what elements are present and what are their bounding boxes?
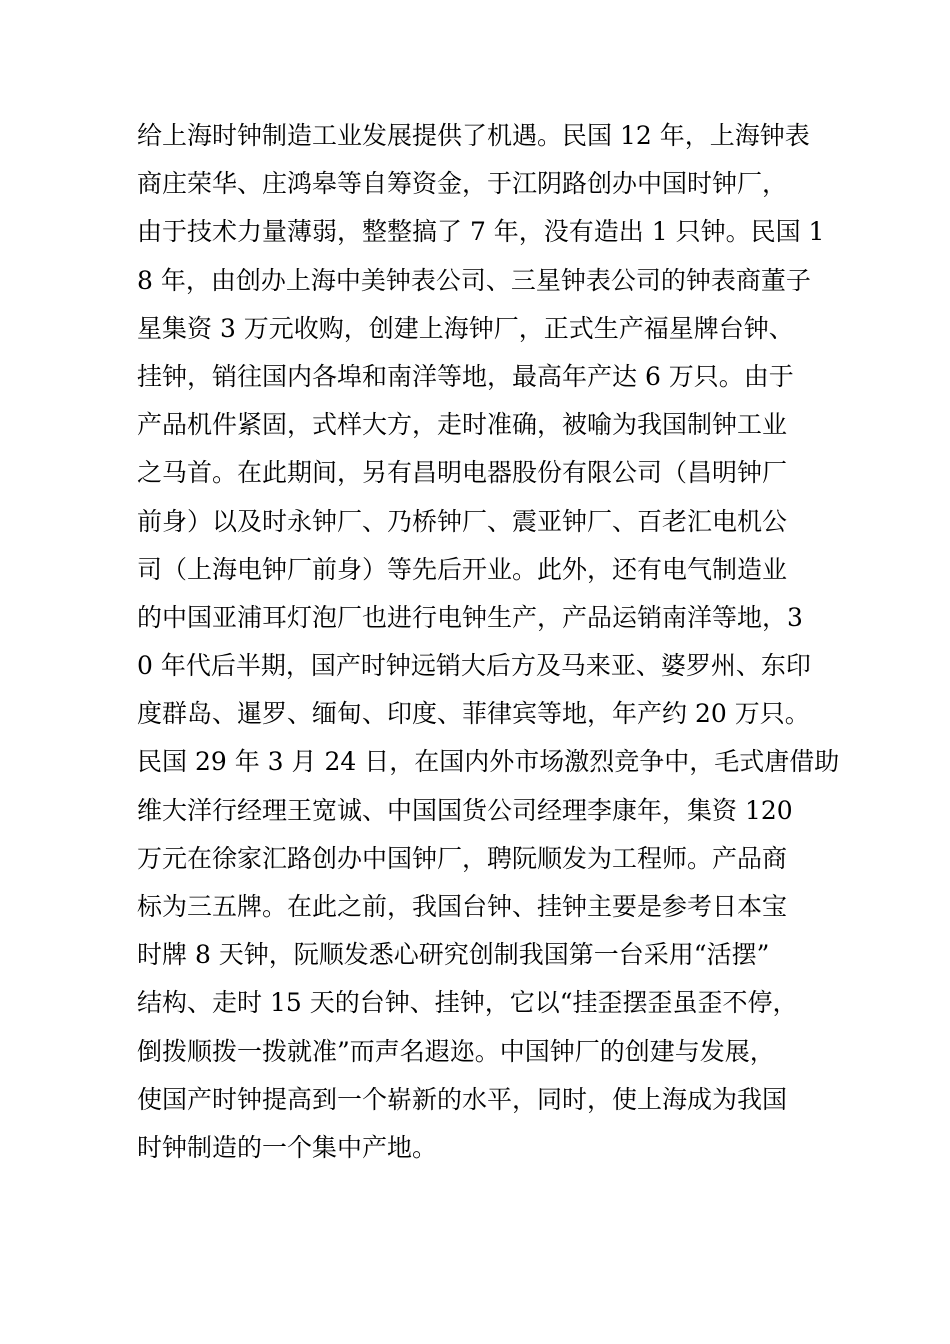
text-line: 度群岛、暹罗、缅甸、印度、菲律宾等地，年产约 20 万只。 bbox=[137, 699, 810, 729]
body-text bbox=[137, 112, 840, 1172]
text-line: 结构、走时 15 天的台钟、挂钟，它以“挂歪摆歪虽歪不停， bbox=[137, 988, 798, 1018]
text-line: 的中国亚浦耳灯泡厂也进行电钟生产，产品运销南洋等地，3 bbox=[137, 602, 803, 632]
text-line: 挂钟，销往国内各埠和南洋等地，最高年产达 6 万只。由于 bbox=[137, 361, 794, 391]
text-line: 司（上海电钟厂前身）等先后开业。此外，还有电气制造业 bbox=[137, 554, 788, 584]
text-line: 维大洋行经理王宽诚、中国国货公司经理李康年，集资 120 bbox=[137, 795, 793, 825]
text-line: 商庄荣华、庄鸿皋等自筹资金，于江阴路创办中国时钟厂， bbox=[137, 169, 788, 199]
text-line: 产品机件紧固，式样大方，走时准确，被喻为我国制钟工业 bbox=[137, 410, 788, 440]
text-line: 给上海时钟制造工业发展提供了机遇。民国 12 年，上海钟表 bbox=[137, 121, 810, 150]
text-line: 时牌 8 天钟，阮顺发悉心研究创制我国第一台采用“活摆” bbox=[137, 940, 770, 970]
text-line: 前身）以及时永钟厂、乃桥钟厂、震亚钟厂、百老汇电机公 bbox=[137, 506, 788, 536]
text-line: 民国 29 年 3 月 24 日，在国内外市场激烈竞争中，毛式唐借助 bbox=[137, 747, 840, 777]
text-line: 标为三五牌。在此之前，我国台钟、挂钟主要是参考日本宝 bbox=[137, 892, 788, 921]
text-line: 倒拨顺拨一拨就准”而声名遐迩。中国钟厂的创建与发展， bbox=[137, 1036, 775, 1066]
text-line: 0 年代后半期，国产时钟远销大后方及马来亚、婆罗州、东印 bbox=[137, 651, 811, 681]
text-line: 之马首。在此期间，另有昌明电器股份有限公司（昌明钟厂 bbox=[137, 458, 788, 488]
text-line: 时钟制造的一个集中产地。 bbox=[137, 1132, 438, 1162]
text-line: 8 年，由创办上海中美钟表公司、三星钟表公司的钟表商董子 bbox=[137, 265, 811, 295]
text-line: 使国产时钟提高到一个崭新的水平，同时，使上海成为我国 bbox=[137, 1084, 788, 1114]
text-line: 星集资 3 万元收购，创建上海钟厂，正式生产福星牌台钟、 bbox=[137, 313, 794, 343]
text-line: 万元在徐家汇路创办中国钟厂，聘阮顺发为工程师。产品商 bbox=[137, 843, 788, 873]
text-line: 由于技术力量薄弱，整整搞了 7 年，没有造出 1 只钟。民国 1 bbox=[137, 217, 825, 247]
